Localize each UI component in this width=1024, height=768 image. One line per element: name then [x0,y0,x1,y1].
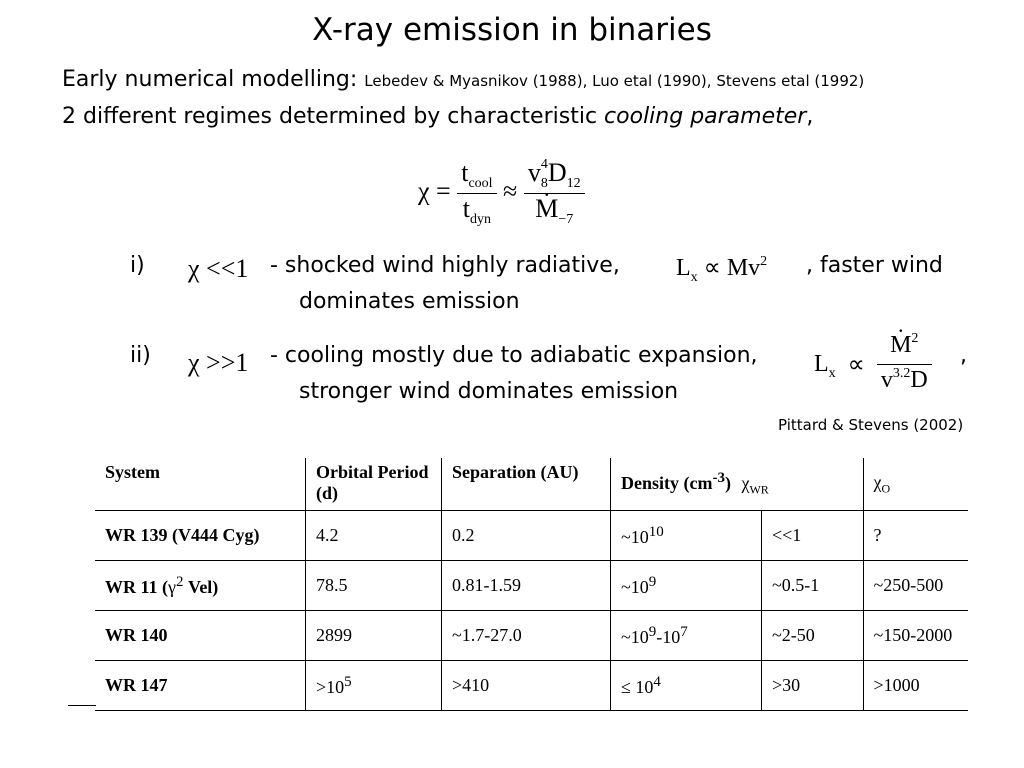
cell-system [95,561,306,611]
table-header-row [95,458,968,511]
regime-2-text-line2: stronger wind dominates emission [299,379,679,404]
regime-2-relation [814,330,932,399]
mdot-sup: 2 [911,331,919,346]
cell-density [611,561,762,611]
relation-sup: 2 [760,254,768,269]
v8: v [527,158,541,187]
binaries-table [95,458,968,711]
lx-symbol-2: L [814,351,829,377]
regime-2-tail: , [960,343,967,368]
modelling-line [62,67,864,92]
v-sup: 3.2 [892,366,911,381]
density-exp: 10 [648,523,664,540]
cell-chi-o: ~150-2000 [863,611,968,661]
regime-1-text-line1: - shocked wind highly radiative, [270,253,620,278]
physical-ratio-fraction [524,158,585,229]
v8-sup: 4 [540,157,548,173]
cell-density [611,661,762,711]
proportional-symbol: ∝ [847,352,865,378]
regime-1-relation [676,253,768,285]
v-symbol: v [880,367,893,393]
regime-2-text-line1: - cooling mostly due to adiabatic expansion, [270,343,758,368]
regime-1-tail: , faster wind [806,253,943,278]
regimes-lead: 2 different regimes determined by characteristic [62,104,598,129]
approx-symbol: ≈ [503,176,518,206]
slide-title: X-ray emission in binaries [312,12,712,48]
cell-chi-o: ? [863,511,968,561]
gamma-symbol: γ [168,576,176,597]
d12: D [547,158,567,187]
cell-chi-wr: <<1 [762,511,864,561]
cell-density [611,511,762,561]
regimes-line [62,104,813,129]
regime-1-text-line2: dominates emission [299,289,520,314]
cell-separation: >410 [442,661,611,711]
system-name-a: WR 11 ( [105,576,168,597]
relation-rhs: ∝ Mv [703,255,761,281]
density-value: ~10 [621,576,649,597]
cell-chi-wr: >30 [762,661,864,711]
chi-wr-header [741,473,769,497]
density-label: Density (cm [621,473,713,494]
density-value: ~10 [621,526,649,547]
cell-period: 4.2 [306,511,442,561]
d12-sub: 12 [566,176,581,191]
cooling-parameter-term: cooling parameter [604,104,807,129]
density-value: ≤ 10 [621,676,654,697]
mass-loss-sub: −7 [558,212,574,227]
time-ratio-fraction [457,158,496,229]
header-orbital-period: Orbital Period (d) [306,458,442,511]
t-cool-sub: cool [468,176,493,191]
chi-o-symbol: χ [873,471,882,492]
table-bottom-rule [68,705,96,706]
regime-2-fraction [877,330,932,399]
cell-period: 2899 [306,611,442,661]
density-exp: 4 [653,673,661,690]
lx-sub: x [690,270,698,285]
table-row [95,561,968,611]
cell-chi-wr: ~2-50 [762,611,864,661]
chi-o-sub: O [881,481,891,496]
header-system: System [95,458,306,511]
header-density [611,458,864,511]
regime-2-label: ii) [130,343,151,368]
system-name-b: Vel) [183,576,219,597]
period-exp: 5 [344,673,352,690]
t-cool: t [461,158,469,187]
density-exp: 9 [648,623,657,640]
regime-2-condition: χ >>1 [188,348,249,377]
v8-sub: 8 [540,176,548,192]
mdot-squared: · M [890,330,911,360]
density-value: ~10 [621,626,649,647]
cell-chi-wr: ~0.5-1 [762,561,864,611]
cell-period [306,661,442,711]
d-symbol: D [910,367,928,393]
t-dyn-sub: dyn [469,212,491,227]
equation-lhs: χ = [418,176,451,206]
cell-system: WR 147 [95,661,306,711]
cell-period: 78.5 [306,561,442,611]
lx-symbol: L [676,255,691,281]
cell-separation: 0.2 [442,511,611,561]
density-exp: 9 [648,573,657,590]
table-row [95,661,968,711]
cell-separation: 0.81-1.59 [442,561,611,611]
period-value: >10 [316,676,345,697]
cooling-parameter-equation [418,158,585,229]
regime-1-label: i) [130,253,145,278]
lx-sub-2: x [828,366,836,381]
cell-chi-o: ~250-500 [863,561,968,611]
regimes-comma: , [806,104,814,129]
cell-separation: ~1.7-27.0 [442,611,611,661]
gamma-sup: 2 [175,573,184,590]
cell-density [611,611,762,661]
header-separation: Separation (AU) [442,458,611,511]
density-value-b: -10 [656,626,681,647]
t-dyn: t [462,194,470,223]
chi-wr-symbol: χ [741,473,750,494]
density-exp-b: 7 [680,623,688,640]
table-row [95,611,968,661]
cell-system: WR 139 (V444 Cyg) [95,511,306,561]
density-close: ) [724,473,731,494]
cell-chi-o: >1000 [863,661,968,711]
cell-system: WR 140 [95,611,306,661]
header-chi-o [863,458,968,511]
modelling-references: Lebedev & Myasnikov (1988), Luo etal (1990), Stevens etal (1992) [364,72,865,90]
modelling-lead: Early numerical modelling: [62,67,358,92]
citation: Pittard & Stevens (2002) [778,416,964,434]
chi-wr-sub: WR [749,482,769,497]
density-unit-sup: -3 [712,470,725,487]
mass-loss-rate: · M [535,194,558,224]
table-row [95,511,968,561]
regime-1-condition: χ <<1 [188,254,249,283]
